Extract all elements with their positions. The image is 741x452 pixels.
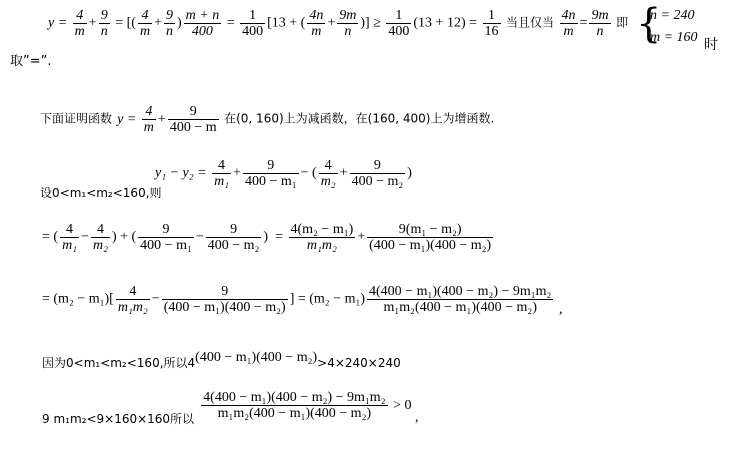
comma: , xyxy=(558,301,563,317)
fraction: $\frac{9}{n}$ xyxy=(165,8,173,39)
fraction: $\frac{1}{16}$ xyxy=(484,8,499,39)
assumption-text: 设0<m₁<m₂<160,则 xyxy=(40,186,162,200)
therefore-text: 9 m₁m₂<9×160×160所以 xyxy=(42,411,195,426)
claim-text: 在(0, 160)上为减函数，在(160, 400)上为增函数. xyxy=(224,111,495,126)
fraction: $\frac{4}{\text{m₂}}$ xyxy=(92,222,108,253)
function-expr xyxy=(117,104,224,135)
comma: , xyxy=(414,409,419,425)
fraction: $\frac{9}{\text{400 − m₂}}$ xyxy=(207,222,260,253)
because-text: 因为0<m₁<m₂<160,所以4 xyxy=(42,356,196,370)
paren: ) xyxy=(263,229,269,245)
fraction: $\frac{9m}{n}$ xyxy=(339,8,357,39)
ji-text: 即 xyxy=(616,15,629,30)
fraction: $\frac{9}{\text{400 − m₁}}$ xyxy=(140,222,192,253)
equation-line-7 xyxy=(42,352,401,372)
operator: = [( xyxy=(115,15,136,31)
operator: = xyxy=(275,229,283,245)
operator: [13 + ( xyxy=(267,15,306,31)
fraction: $\frac{\text{9(m₁ − m₂)}}{\text{(400 − m₁)(400 − m₂)}}$ xyxy=(369,222,492,253)
fraction: $\frac{9}{\text{(400 − m₁)(400 − m₂)}}$ xyxy=(163,284,286,315)
product-expr: (400 − m₁)(400 − m₂) xyxy=(195,350,318,365)
lhs: y = xyxy=(48,15,68,31)
operator: = xyxy=(226,15,235,31)
operator: )] ≥ xyxy=(360,15,381,31)
fraction: $\frac{1}{400}$ xyxy=(242,8,264,39)
fraction: $\frac{m + n}{400}$ xyxy=(185,8,220,39)
fraction: $\frac{4}{\text{m₁}}$ xyxy=(62,222,78,253)
inequality-text: >4×240×240 xyxy=(317,356,401,370)
line-2: 取”=”. xyxy=(10,54,52,69)
operator: − ( xyxy=(300,165,317,181)
operator: − xyxy=(151,291,160,307)
paren: ) xyxy=(176,15,182,31)
operator: = ( xyxy=(42,229,59,245)
operator: > 0 xyxy=(393,397,412,413)
operator: (13 + 12) = xyxy=(413,15,478,31)
fraction: $\frac{\text{4(400 − m₁)(400 − m₂) − 9m₁m₂}}{\text{m₁m₂(400 − m₁)(400 − m₂)}}$ xyxy=(203,390,386,421)
fraction: $\frac{9}{n}$ xyxy=(100,8,108,39)
fraction: $\frac{4}{\text{m₁m₂}}$ xyxy=(117,284,148,315)
fraction: $\frac{\text{4(400 − m₁)(400 − m₂) − 9m₁m₂}}{\text{m₁m₂(400 − m₁)(400 − m₂)}}$ xyxy=(369,284,552,315)
fraction: $\frac{4}{m}$ xyxy=(139,8,151,39)
operator: ] = (m₂ − m₁) xyxy=(289,291,366,307)
y-var: y = xyxy=(117,111,137,127)
fraction: $\frac{9}{\text{400 − m₁}}$ xyxy=(244,158,297,189)
shi-text: 时 xyxy=(704,37,718,53)
fraction: $\frac{4n}{m}$ xyxy=(309,8,324,39)
lhs: y₁ − y₂ = xyxy=(155,165,207,181)
fraction: $\frac{1}{400}$ xyxy=(388,8,410,39)
condition-text: 当且仅当 xyxy=(506,15,555,30)
operator: + xyxy=(157,111,166,127)
operator: − xyxy=(195,229,204,245)
fraction: $\frac{9}{400 - m}$ xyxy=(169,104,217,135)
operator: = xyxy=(579,15,588,31)
fraction: $\frac{4}{\text{m₁}}$ xyxy=(214,158,230,189)
paren: ) xyxy=(407,165,412,181)
equation-line-1: y = $\frac{4}{m}$ + $\frac{9}{n}$ = [( $\frac{4}{m}$ + $\frac{9}{n}$ ) $\frac{m + n}{400}$ = $\frac{1}{400}$ [13 + ( $\frac{4n}{m}$ + $\frac{9m}{n}$ )] ≥ $\frac{1}{400}$ (13 + 12) = $\frac{1}{16}$ 当且仅当 $\frac{4n}{m}$ = $\frac{9m}{n}$ 即 xyxy=(48,8,629,39)
operator: − xyxy=(81,229,89,245)
system-m: m = 160 xyxy=(650,30,698,45)
fraction: $\frac{4}{m}$ xyxy=(143,104,154,135)
final-expr xyxy=(199,390,419,425)
operator: ) + ( xyxy=(111,229,137,245)
fraction: $\frac{4n}{m}$ xyxy=(561,8,576,39)
equation-line-3 xyxy=(40,104,494,135)
operator: = (m₂ − m₁)[ xyxy=(42,291,114,307)
equation-line-6 xyxy=(42,284,562,315)
system-n: n = 240 xyxy=(650,8,695,23)
equation-line-8 xyxy=(42,390,419,426)
equation-line-4: y₁ − y₂ = $\frac{4}{\text{m₁}}$ + $\frac{9}{\text{400 − m₁}}$ − ( $\frac{4}{\text{m₂}}$ + $\frac{9}{\text{400 − m₂}}$ ) xyxy=(155,158,412,189)
operator: + xyxy=(357,229,366,245)
fraction: $\frac{9m}{n}$ xyxy=(591,8,609,39)
equation-line-5 xyxy=(42,222,495,253)
fraction: $\frac{4}{\text{m₂}}$ xyxy=(320,158,336,189)
fraction: $\frac{4}{m}$ xyxy=(74,8,85,39)
system-brace: { xyxy=(636,1,662,47)
fraction: $\frac{9}{\text{400 − m₂}}$ xyxy=(351,158,404,189)
fraction: $\frac{\text{4(m₂ − m₁)}}{\text{m₁m₂}}$ xyxy=(290,222,354,253)
intro-text: 下面证明函数 xyxy=(40,111,113,126)
